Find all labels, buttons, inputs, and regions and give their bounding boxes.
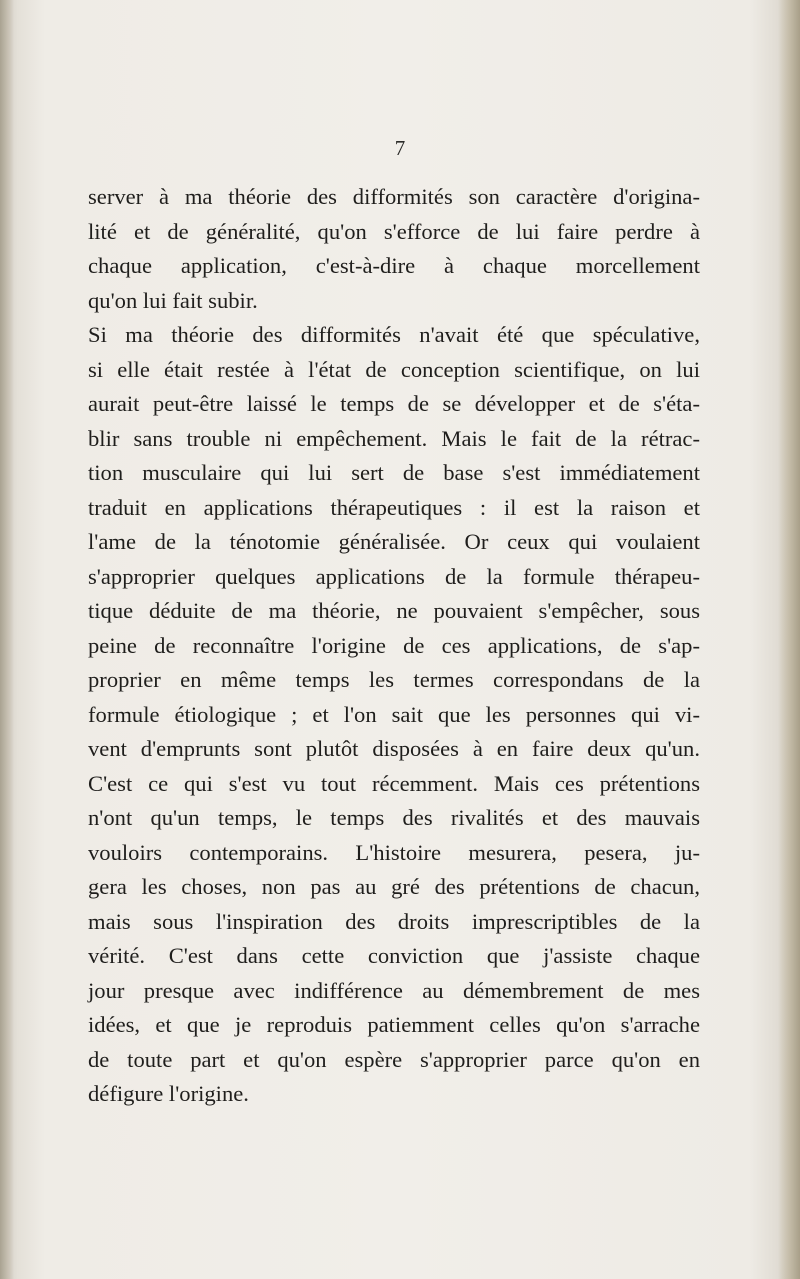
page-gutter-left <box>0 0 14 1279</box>
page-edge-right <box>778 0 800 1279</box>
text-line: idées, et que je reproduis patiemment celles qu'on s'arrache <box>88 1012 700 1037</box>
text-line: C'est ce qui s'est vu tout récemment. Mais ces prétentions <box>88 770 700 796</box>
text-line: n'ont qu'un temps, le temps des rivalités et des mauvais <box>88 805 700 830</box>
page-number: 7 <box>394 136 406 160</box>
text-line: vouloirs contemporains. L'histoire mesurera, pesera, ju- <box>88 839 700 865</box>
text-line: tique déduite de ma théorie, ne pouvaient s'empêcher, sous <box>88 598 700 623</box>
text-line: traduit en applications thérapeutiques : il est la raison et <box>88 494 700 520</box>
text-line: si elle était restée à l'état de conception scientifique, on lui <box>88 356 700 382</box>
text-line: s'approprier quelques applications de la formule thérapeu- <box>88 563 700 589</box>
body-text <box>88 180 700 1112</box>
text-line: aurait peut-être laissé le temps de se développer et de s'éta- <box>88 391 700 416</box>
text-line: formule étiologique ; et l'on sait que les personnes qui vi- <box>88 701 700 727</box>
text-line: peine de reconnaître l'origine de ces applications, de s'ap- <box>88 632 700 658</box>
text-line: blir sans trouble ni empêchement. Mais le fait de la rétrac- <box>88 425 700 451</box>
text-line: Si ma théorie des difformités n'avait été que spéculative, <box>88 322 700 347</box>
text-line: mais sous l'inspiration des droits imprescriptibles de la <box>88 908 700 934</box>
text-line: qu'on lui fait subir. <box>88 287 258 313</box>
text-line: vérité. C'est dans cette conviction que j'assiste chaque <box>88 943 700 968</box>
text-line: proprier en même temps les termes correspondans de la <box>88 667 700 692</box>
text-line: server à ma théorie des difformités son caractère d'origina- <box>88 184 700 209</box>
text-line: défigure l'origine. <box>88 1081 249 1106</box>
text-line: vent d'emprunts sont plutôt disposées à en faire deux qu'un. <box>88 736 700 761</box>
text-line: l'ame de la ténotomie généralisée. Or ceux qui voulaient <box>88 529 700 554</box>
text-line: jour presque avec indifférence au démembrement de mes <box>88 977 700 1003</box>
text-line: tion musculaire qui lui sert de base s'est immédiatement <box>88 460 700 485</box>
text-line: chaque application, c'est-à-dire à chaque morcellement <box>88 253 700 278</box>
text-line: lité et de généralité, qu'on s'efforce de lui faire perdre à <box>88 218 700 244</box>
text-line: gera les choses, non pas au gré des prétentions de chacun, <box>88 874 700 899</box>
text-line: de toute part et qu'on espère s'approprier parce qu'on en <box>88 1046 700 1072</box>
